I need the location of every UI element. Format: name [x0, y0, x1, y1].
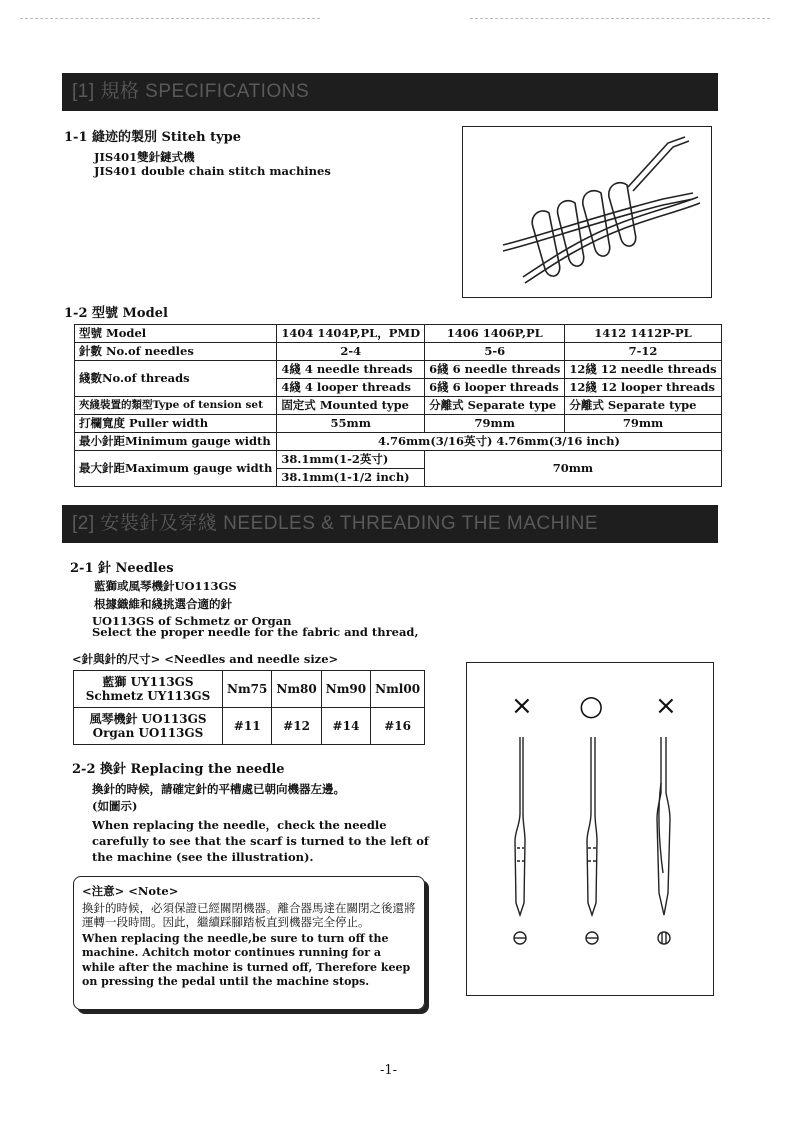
needle-brand-zh: 風琴機針 UO113GS	[89, 712, 207, 726]
table-row	[75, 325, 722, 343]
note-title: <注意> <Note>	[82, 884, 179, 898]
table-row	[74, 671, 425, 708]
scan-artifact	[470, 18, 770, 19]
needle-brand-zh: 藍獅 UY113GS	[102, 675, 194, 689]
table-cell: 型號 Model	[75, 325, 277, 343]
table-cell: 12綫 12 needle threads	[565, 361, 721, 379]
table-row	[75, 451, 722, 469]
table-cell	[74, 671, 223, 708]
table-cell: 5-6	[425, 343, 565, 361]
replace-zh2: (如圖示)	[92, 799, 138, 813]
table-cell: 夾綫裝置的類型Type of tension set	[75, 397, 277, 415]
table-row	[75, 361, 722, 379]
table-cell: 38.1mm(1-2英寸)	[277, 451, 425, 469]
table-cell	[74, 708, 223, 745]
table-row	[75, 397, 722, 415]
table-cell: 4.76mm(3/16英寸) 4.76mm(3/16 inch)	[277, 433, 721, 451]
table-cell: Nm80	[272, 671, 321, 708]
needles-line4: Select the proper needle for the fabric and thread,	[92, 625, 419, 639]
table-cell: Nm75	[223, 671, 272, 708]
needle-brand-en: Schmetz UY113GS	[85, 689, 211, 703]
needles-line3: UO113GS of Schmetz or Organ	[92, 614, 292, 628]
needle-size-heading: <針與針的尺寸> <Needles and needle size>	[72, 652, 339, 666]
table-cell: 分離式 Separate type	[425, 397, 565, 415]
table-cell: 1412 1412P-PL	[565, 325, 721, 343]
note-zh: 換針的時候，必須保證已經關閉機器。離合器馬達在關閉之後還將運轉一段時間。因此，繼續踩腳踏板直到機器完全停止。	[82, 900, 416, 929]
table-cell: 4綫 4 needle threads	[277, 361, 425, 379]
needles-heading: 2-1 針 Needles	[70, 561, 174, 576]
table-cell: 最小針距Minimum gauge width	[75, 433, 277, 451]
table-cell: #12	[272, 708, 321, 745]
table-cell: 79mm	[425, 415, 565, 433]
table-cell: 70mm	[425, 451, 722, 487]
table-cell: #16	[371, 708, 425, 745]
table-cell: 固定式 Mounted type	[277, 397, 425, 415]
table-cell: Nm90	[321, 671, 370, 708]
correct-mark: ○	[579, 689, 604, 722]
table-cell: Nml00	[371, 671, 425, 708]
table-cell: 打欄寬度 Puller width	[75, 415, 277, 433]
note-en: When replacing the needle,be sure to turn off the machine. Achitch motor continues running for a while after the machine is turned off, Therefore keep on pressing the pedal until the machine stops.	[82, 931, 411, 988]
needle-size-table	[73, 670, 425, 745]
table-cell: 針數 No.of needles	[75, 343, 277, 361]
table-row	[75, 415, 722, 433]
table-cell: 1404 1404P,PL，PMD	[277, 325, 425, 343]
chain-stitch-illustration	[462, 126, 712, 298]
table-cell: 2-4	[277, 343, 425, 361]
table-cell: #11	[223, 708, 272, 745]
section-bar-needles: [2] 安裝針及穿綫 NEEDLES & THREADING THE MACHINE	[62, 505, 718, 543]
needles-line1: 藍獅或風琴機針UO113GS	[94, 579, 237, 593]
stitch-line-en: JIS401 double chain stitch machines	[94, 164, 331, 178]
wrong-mark: ×	[511, 691, 533, 721]
table-cell: 38.1mm(1-1/2 inch)	[277, 469, 425, 487]
table-row	[74, 708, 425, 745]
scan-artifact	[20, 18, 320, 19]
note-box	[73, 876, 425, 1010]
page-number: -1-	[380, 1063, 398, 1078]
table-cell: 55mm	[277, 415, 425, 433]
needles-line2: 根據織維和綫挑選合適的針	[94, 597, 232, 611]
needle-illustration	[466, 662, 714, 996]
table-cell: 7-12	[565, 343, 721, 361]
table-cell: 4綫 4 looper threads	[277, 379, 425, 397]
specification-table	[74, 324, 722, 487]
replace-heading: 2-2 換針 Replacing the needle	[72, 762, 285, 777]
needle-brand-en: Organ UO113GS	[92, 726, 204, 740]
section-bar-specifications: [1] 規格 SPECIFICATIONS	[62, 73, 718, 111]
replace-zh1: 換針的時候，請確定針的平槽處已朝向機器左邊。	[92, 782, 345, 796]
stitch-type-heading: 1-1 縫迹的製別 Stiteh type	[64, 130, 242, 145]
table-row	[75, 343, 722, 361]
table-cell: 6綫 6 needle threads	[425, 361, 565, 379]
replace-en: When replacing the needle，check the needle carefully to see that the scarf is turned to the left of the machine (see the illustration).	[92, 818, 429, 864]
table-cell: 最大針距Maximum gauge width	[75, 451, 277, 487]
table-cell: 1406 1406P,PL	[425, 325, 565, 343]
table-cell: 12綫 12 looper threads	[565, 379, 721, 397]
stitch-line-zh: JIS401雙針鏈式機	[94, 150, 195, 164]
table-cell: 79mm	[565, 415, 721, 433]
table-cell: 6綫 6 looper threads	[425, 379, 565, 397]
table-cell: #14	[321, 708, 370, 745]
model-heading: 1-2 型號 Model	[64, 306, 168, 321]
table-row	[75, 433, 722, 451]
table-cell: 分離式 Separate type	[565, 397, 721, 415]
wrong-mark: ×	[655, 691, 677, 721]
table-cell: 綫數No.of threads	[75, 361, 277, 397]
